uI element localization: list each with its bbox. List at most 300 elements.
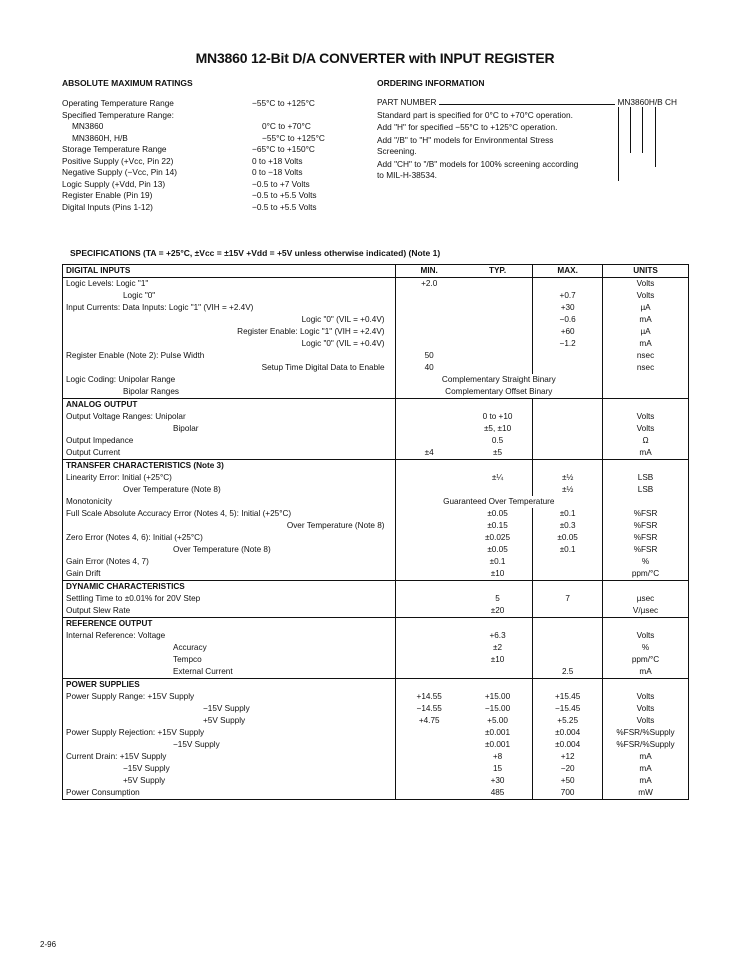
table-row xyxy=(63,593,689,605)
typ-value: −15.00 xyxy=(484,704,511,713)
min-value xyxy=(395,423,463,435)
units-value: mA xyxy=(603,763,689,775)
min-value xyxy=(395,556,463,568)
empty-cell xyxy=(395,618,463,631)
rating-value: −55°C to +125°C xyxy=(262,132,325,143)
rating-row xyxy=(62,133,352,145)
min-value xyxy=(395,630,463,642)
max-value: ±0.1 xyxy=(533,508,603,520)
table-row xyxy=(63,520,689,532)
min-value xyxy=(395,763,463,775)
table-row xyxy=(63,787,689,800)
table-row xyxy=(63,642,689,654)
table-row xyxy=(63,508,689,520)
typ-value: 0 to +10 xyxy=(482,412,513,421)
typ-value: ±0.001 xyxy=(485,728,511,737)
empty-cell xyxy=(533,618,603,631)
table-row xyxy=(63,666,689,679)
typ-value: +8 xyxy=(492,752,503,761)
section-header-row xyxy=(63,460,689,473)
min-value xyxy=(395,775,463,787)
rating-label: Operating Temperature Range xyxy=(62,98,174,108)
parameter-label: Setup Time Digital Data to Enable xyxy=(261,363,385,372)
rating-label: Negative Supply (−Vcc, Pin 14) xyxy=(62,167,178,177)
typ-value: ±10 xyxy=(490,655,505,664)
max-value: ±0.1 xyxy=(533,544,603,556)
max-value: +60 xyxy=(533,326,603,338)
ordering-notes xyxy=(377,110,677,182)
units-value: Ω xyxy=(603,435,689,447)
units-value: Volts xyxy=(603,630,689,642)
bracket-line xyxy=(618,107,619,181)
table-row xyxy=(63,350,689,362)
spec-value: Complementary Offset Binary xyxy=(395,386,603,399)
max-value: ±½ xyxy=(533,484,603,496)
min-value xyxy=(395,338,463,350)
typ-value: +30 xyxy=(490,776,505,785)
rating-label: MN3860H, H/B xyxy=(72,132,128,143)
typ-value: ±0.05 xyxy=(487,545,508,554)
min-value xyxy=(395,532,463,544)
units-value: Volts xyxy=(603,423,689,435)
parameter-label: Current Drain: +15V Supply xyxy=(66,752,167,761)
parameter-label: External Current xyxy=(173,667,233,676)
rating-label: Digital Inputs (Pins 1-12) xyxy=(62,201,153,212)
min-value xyxy=(395,302,463,314)
max-value: +15.45 xyxy=(533,691,603,703)
ordering-note: Add "/B" to "H" models for Environmental Stress Screening. xyxy=(377,134,554,156)
empty-cell xyxy=(395,679,463,692)
max-value xyxy=(533,605,603,618)
typ-value: 0.5 xyxy=(491,436,504,445)
rating-value: −0.5 to +5.5 Volts xyxy=(252,190,317,200)
parameter-label: Logic "0" xyxy=(123,291,156,300)
max-value xyxy=(533,556,603,568)
table-row xyxy=(63,278,689,291)
parameter-label: Output Impedance xyxy=(66,436,134,445)
units-value xyxy=(603,386,689,399)
units-value: LSB xyxy=(603,472,689,484)
empty-cell xyxy=(463,618,533,631)
max-value xyxy=(533,411,603,423)
max-value: −15.45 xyxy=(533,703,603,715)
rating-value: −0.5 to +5.5 Volts xyxy=(252,201,317,212)
typ-value: ±0.025 xyxy=(485,533,511,542)
min-value xyxy=(395,751,463,763)
rating-row xyxy=(62,98,352,110)
typ-value: ±0.05 xyxy=(487,509,508,518)
typ-value: ±20 xyxy=(490,606,505,615)
min-value xyxy=(395,326,463,338)
leader-line xyxy=(439,97,614,105)
column-header: TYP. xyxy=(463,265,533,278)
empty-cell xyxy=(603,399,689,412)
parameter-label: Zero Error (Notes 4, 6): Initial (+25°C) xyxy=(66,533,203,542)
min-value xyxy=(395,666,463,679)
parameter-label: Input Currents: Data Inputs: Logic "1" (VIH = +2.4V) xyxy=(66,303,254,312)
table-row xyxy=(63,423,689,435)
parameter-label: Linearity Error: Initial (+25°C) xyxy=(66,473,172,482)
max-value xyxy=(533,423,603,435)
table-row xyxy=(63,532,689,544)
parameter-label: Over Temperature (Note 8) xyxy=(286,521,385,530)
rating-row xyxy=(62,202,352,214)
rating-row xyxy=(62,110,352,122)
table-row xyxy=(63,691,689,703)
typ-value: ±5 xyxy=(493,448,503,457)
specifications-title: SPECIFICATIONS (TA = +25°C, ±Vcc = ±15V +Vdd = +5V unless otherwise indicated) (Note 1) xyxy=(70,248,441,258)
column-header: UNITS xyxy=(603,265,689,278)
bracket-line xyxy=(655,107,656,167)
max-value xyxy=(533,435,603,447)
max-value: 2.5 xyxy=(533,666,603,679)
table-row xyxy=(63,472,689,484)
units-value: %FSR xyxy=(603,520,689,532)
table-row xyxy=(63,751,689,763)
typ-value: 5 xyxy=(495,594,500,603)
units-value: Volts xyxy=(603,278,689,291)
min-value xyxy=(395,520,463,532)
min-value xyxy=(395,314,463,326)
section-heading: POWER SUPPLIES xyxy=(63,679,396,692)
empty-cell xyxy=(463,679,533,692)
min-value xyxy=(395,727,463,739)
part-number-label: PART NUMBER xyxy=(377,97,437,107)
typ-value: +6.3 xyxy=(489,631,506,640)
min-value xyxy=(395,787,463,800)
min-value xyxy=(395,508,463,520)
abs-max-ratings-list xyxy=(62,98,352,213)
typ-value: ±0.001 xyxy=(485,740,511,749)
section-heading: TRANSFER CHARACTERISTICS (Note 3) xyxy=(63,460,396,473)
parameter-label: Logic Levels: Logic "1" xyxy=(66,279,149,288)
typ-value xyxy=(463,278,533,291)
min-value xyxy=(395,605,463,618)
bracket-line xyxy=(642,107,643,153)
empty-cell xyxy=(533,460,603,473)
units-value: nsec xyxy=(603,362,689,374)
table-row xyxy=(63,556,689,568)
typ-value: 485 xyxy=(490,788,505,797)
max-value: 700 xyxy=(533,787,603,800)
units-value: Volts xyxy=(603,290,689,302)
table-row xyxy=(63,484,689,496)
parameter-label: −15V Supply xyxy=(123,764,170,773)
rating-value: 0°C to +70°C xyxy=(262,121,311,131)
table-row xyxy=(63,775,689,787)
min-value xyxy=(395,544,463,556)
parameter-label: Output Slew Rate xyxy=(66,606,131,615)
units-value: mA xyxy=(603,338,689,350)
typ-value: +15.00 xyxy=(484,692,511,701)
parameter-label: Power Consumption xyxy=(66,788,140,797)
parameter-label: Output Current xyxy=(66,448,121,457)
rating-label: Storage Temperature Range xyxy=(62,144,167,154)
rating-label: Specified Temperature Range: xyxy=(62,109,174,120)
units-value: mA xyxy=(603,666,689,679)
table-row xyxy=(63,326,689,338)
typ-value: ±10 xyxy=(490,569,505,578)
units-value: µA xyxy=(603,326,689,338)
typ-value: ±5, ±10 xyxy=(483,424,512,433)
rating-label: Logic Supply (+Vdd, Pin 13) xyxy=(62,178,166,189)
max-value xyxy=(533,278,603,291)
units-value xyxy=(603,374,689,386)
max-value: +30 xyxy=(533,302,603,314)
min-value xyxy=(395,472,463,484)
empty-cell xyxy=(395,460,463,473)
parameter-label: Power Supply Rejection: +15V Supply xyxy=(66,728,205,737)
max-value: +50 xyxy=(533,775,603,787)
section-header-row xyxy=(63,618,689,631)
table-row xyxy=(63,703,689,715)
table-row xyxy=(63,568,689,581)
abs-max-heading: ABSOLUTE MAXIMUM RATINGS xyxy=(62,78,193,88)
section-header-row xyxy=(63,679,689,692)
max-value: ±0.3 xyxy=(533,520,603,532)
units-value: mW xyxy=(603,787,689,800)
units-value: %FSR xyxy=(603,544,689,556)
table-row xyxy=(63,496,689,508)
units-value: mA xyxy=(603,314,689,326)
empty-cell xyxy=(463,581,533,594)
units-value: %FSR/%Supply xyxy=(603,739,689,751)
min-value xyxy=(395,411,463,423)
table-row xyxy=(63,314,689,326)
section-header-row xyxy=(63,581,689,594)
typ-value xyxy=(463,290,533,302)
rating-label: Register Enable (Pin 19) xyxy=(62,190,153,200)
max-value: ±0.05 xyxy=(533,532,603,544)
rating-label: Positive Supply (+Vcc, Pin 22) xyxy=(62,155,174,166)
table-row xyxy=(63,715,689,727)
min-value xyxy=(395,484,463,496)
part-number-value: MN3860H/B CH xyxy=(617,97,677,107)
empty-cell xyxy=(395,581,463,594)
units-value: mA xyxy=(603,751,689,763)
rating-row xyxy=(62,156,352,168)
ordering-note: Add "H" for specified −55°C to +125°C operation. xyxy=(377,122,558,132)
max-value: +5.25 xyxy=(533,715,603,727)
table-row xyxy=(63,435,689,447)
parameter-label: Register Enable: Logic "1" (VIH = +2.4V) xyxy=(237,327,385,336)
rating-value: −55°C to +125°C xyxy=(252,98,315,108)
column-header: DIGITAL INPUTS xyxy=(63,265,396,278)
table-row xyxy=(63,411,689,423)
units-value: %FSR/%Supply xyxy=(603,727,689,739)
ordering-note: Standard part is specified for 0°C to +70°C operation. xyxy=(377,109,573,120)
table-row xyxy=(63,739,689,751)
parameter-label: Gain Drift xyxy=(66,569,101,578)
table-row xyxy=(63,338,689,350)
table-row xyxy=(63,290,689,302)
units-value: Volts xyxy=(603,715,689,727)
section-heading: ANALOG OUTPUT xyxy=(63,399,396,412)
min-value xyxy=(395,435,463,447)
max-value xyxy=(533,350,603,362)
section-heading: DYNAMIC CHARACTERISTICS xyxy=(63,581,396,594)
parameter-label: Tempco xyxy=(173,655,202,664)
units-value: mA xyxy=(603,447,689,460)
max-value: 7 xyxy=(533,593,603,605)
table-row xyxy=(63,544,689,556)
rating-row xyxy=(62,167,352,179)
max-value: −1.2 xyxy=(533,338,603,350)
rating-value: 0 to −18 Volts xyxy=(252,167,303,177)
max-value xyxy=(533,642,603,654)
parameter-label: Bipolar xyxy=(173,424,199,433)
rating-label: MN3860 xyxy=(72,121,104,131)
table-row xyxy=(63,374,689,386)
ordering-info xyxy=(377,97,677,182)
spec-value: Guaranteed Over Temperature xyxy=(395,496,603,508)
typ-value xyxy=(463,326,533,338)
min-value: −14.55 xyxy=(395,703,463,715)
max-value: +12 xyxy=(533,751,603,763)
units-value: Volts xyxy=(603,411,689,423)
max-value xyxy=(533,630,603,642)
typ-value xyxy=(463,350,533,362)
units-value: LSB xyxy=(603,484,689,496)
units-value: Volts xyxy=(603,703,689,715)
parameter-label: Internal Reference: Voltage xyxy=(66,631,166,640)
column-header: MIN. xyxy=(395,265,463,278)
table-row xyxy=(63,727,689,739)
section-heading: REFERENCE OUTPUT xyxy=(63,618,396,631)
parameter-label: Gain Error (Notes 4, 7) xyxy=(66,557,149,566)
min-value xyxy=(395,290,463,302)
parameter-label: Monotonicity xyxy=(66,497,112,506)
empty-cell xyxy=(463,460,533,473)
min-value: +4.75 xyxy=(395,715,463,727)
typ-value: 15 xyxy=(492,764,503,773)
empty-cell xyxy=(463,399,533,412)
parameter-label: Logic Coding: Unipolar Range xyxy=(66,375,176,384)
min-value: 50 xyxy=(395,350,463,362)
table-row xyxy=(63,362,689,374)
min-value xyxy=(395,593,463,605)
parameter-label: −15V Supply xyxy=(203,704,250,713)
empty-cell xyxy=(533,399,603,412)
table-row xyxy=(63,654,689,666)
parameter-label: Over Temperature (Note 8) xyxy=(173,545,271,554)
rating-row xyxy=(62,144,352,156)
empty-cell xyxy=(603,679,689,692)
table-header-row xyxy=(63,265,689,278)
parameter-label: −15V Supply xyxy=(173,740,220,749)
spec-value: Complementary Straight Binary xyxy=(395,374,603,386)
part-number-line xyxy=(377,97,677,109)
max-value: −0.6 xyxy=(533,314,603,326)
table-row xyxy=(63,447,689,460)
typ-value xyxy=(463,484,533,496)
units-value: %FSR xyxy=(603,532,689,544)
typ-value: ±0.15 xyxy=(487,521,508,530)
rating-value: 0 to +18 Volts xyxy=(252,155,303,166)
max-value: +0.7 xyxy=(533,290,603,302)
empty-cell xyxy=(533,581,603,594)
rating-value: −0.5 to +7 Volts xyxy=(252,178,310,189)
table-row xyxy=(63,605,689,618)
section-header-row xyxy=(63,399,689,412)
typ-value xyxy=(463,666,533,679)
min-value xyxy=(395,739,463,751)
max-value: ±0.004 xyxy=(533,727,603,739)
max-value: ±½ xyxy=(533,472,603,484)
max-value xyxy=(533,447,603,460)
typ-value xyxy=(463,338,533,350)
parameter-label: Output Voltage Ranges: Unipolar xyxy=(66,412,186,421)
typ-value: +5.00 xyxy=(487,716,508,725)
specifications-table xyxy=(62,264,689,800)
empty-cell xyxy=(603,581,689,594)
ordering-note: Add "CH" to "/B" models for 100% screening according to MIL-H-38534. xyxy=(377,158,579,180)
typ-value: ±0.1 xyxy=(489,557,506,566)
min-value: +14.55 xyxy=(395,691,463,703)
typ-value xyxy=(463,302,533,314)
rating-row xyxy=(62,190,352,202)
units-value: % xyxy=(603,642,689,654)
rating-row xyxy=(62,179,352,191)
typ-value xyxy=(463,362,533,374)
min-value xyxy=(395,654,463,666)
min-value: 40 xyxy=(395,362,463,374)
max-value: −20 xyxy=(533,763,603,775)
units-value: nsec xyxy=(603,350,689,362)
parameter-label: Accuracy xyxy=(173,643,207,652)
units-value: %FSR xyxy=(603,508,689,520)
rating-row xyxy=(62,121,352,133)
parameter-label: Settling Time to ±0.01% for 20V Step xyxy=(66,594,201,603)
parameter-label: Over Temperature (Note 8) xyxy=(123,485,221,494)
ordering-heading: ORDERING INFORMATION xyxy=(377,78,485,88)
table-row xyxy=(63,630,689,642)
page-number: 2-96 xyxy=(40,940,57,949)
typ-value xyxy=(463,314,533,326)
min-value: ±4 xyxy=(395,447,463,460)
empty-cell xyxy=(395,399,463,412)
column-header: MAX. xyxy=(533,265,603,278)
min-value: +2.0 xyxy=(395,278,463,291)
units-value: mA xyxy=(603,775,689,787)
parameter-label: Logic "0" (VIL = +0.4V) xyxy=(301,339,385,348)
max-value xyxy=(533,362,603,374)
table-row xyxy=(63,386,689,399)
max-value xyxy=(533,654,603,666)
units-value: Volts xyxy=(603,691,689,703)
typ-value: ±¼ xyxy=(491,473,504,482)
empty-cell xyxy=(603,618,689,631)
empty-cell xyxy=(603,460,689,473)
min-value xyxy=(395,642,463,654)
typ-value: ±2 xyxy=(493,643,503,652)
parameter-label: Register Enable (Note 2): Pulse Width xyxy=(66,351,205,360)
page-title: MN3860 12-Bit D/A CONVERTER with INPUT REGISTER xyxy=(195,50,555,66)
rating-value: −65°C to +150°C xyxy=(252,144,315,154)
parameter-label: Bipolar Ranges xyxy=(123,387,179,396)
units-value: ppm/°C xyxy=(603,568,689,581)
parameter-label: +5V Supply xyxy=(123,776,166,785)
parameter-label: Logic "0" (VIL = +0.4V) xyxy=(301,315,385,324)
parameter-label: Full Scale Absolute Accuracy Error (Notes 4, 5): Initial (+25°C) xyxy=(66,509,292,518)
units-value: V/µsec xyxy=(603,605,689,618)
units-value xyxy=(603,496,689,508)
units-value: % xyxy=(603,556,689,568)
units-value: µsec xyxy=(603,593,689,605)
table-row xyxy=(63,763,689,775)
max-value: ±0.004 xyxy=(533,739,603,751)
parameter-label: Power Supply Range: +15V Supply xyxy=(66,692,195,701)
